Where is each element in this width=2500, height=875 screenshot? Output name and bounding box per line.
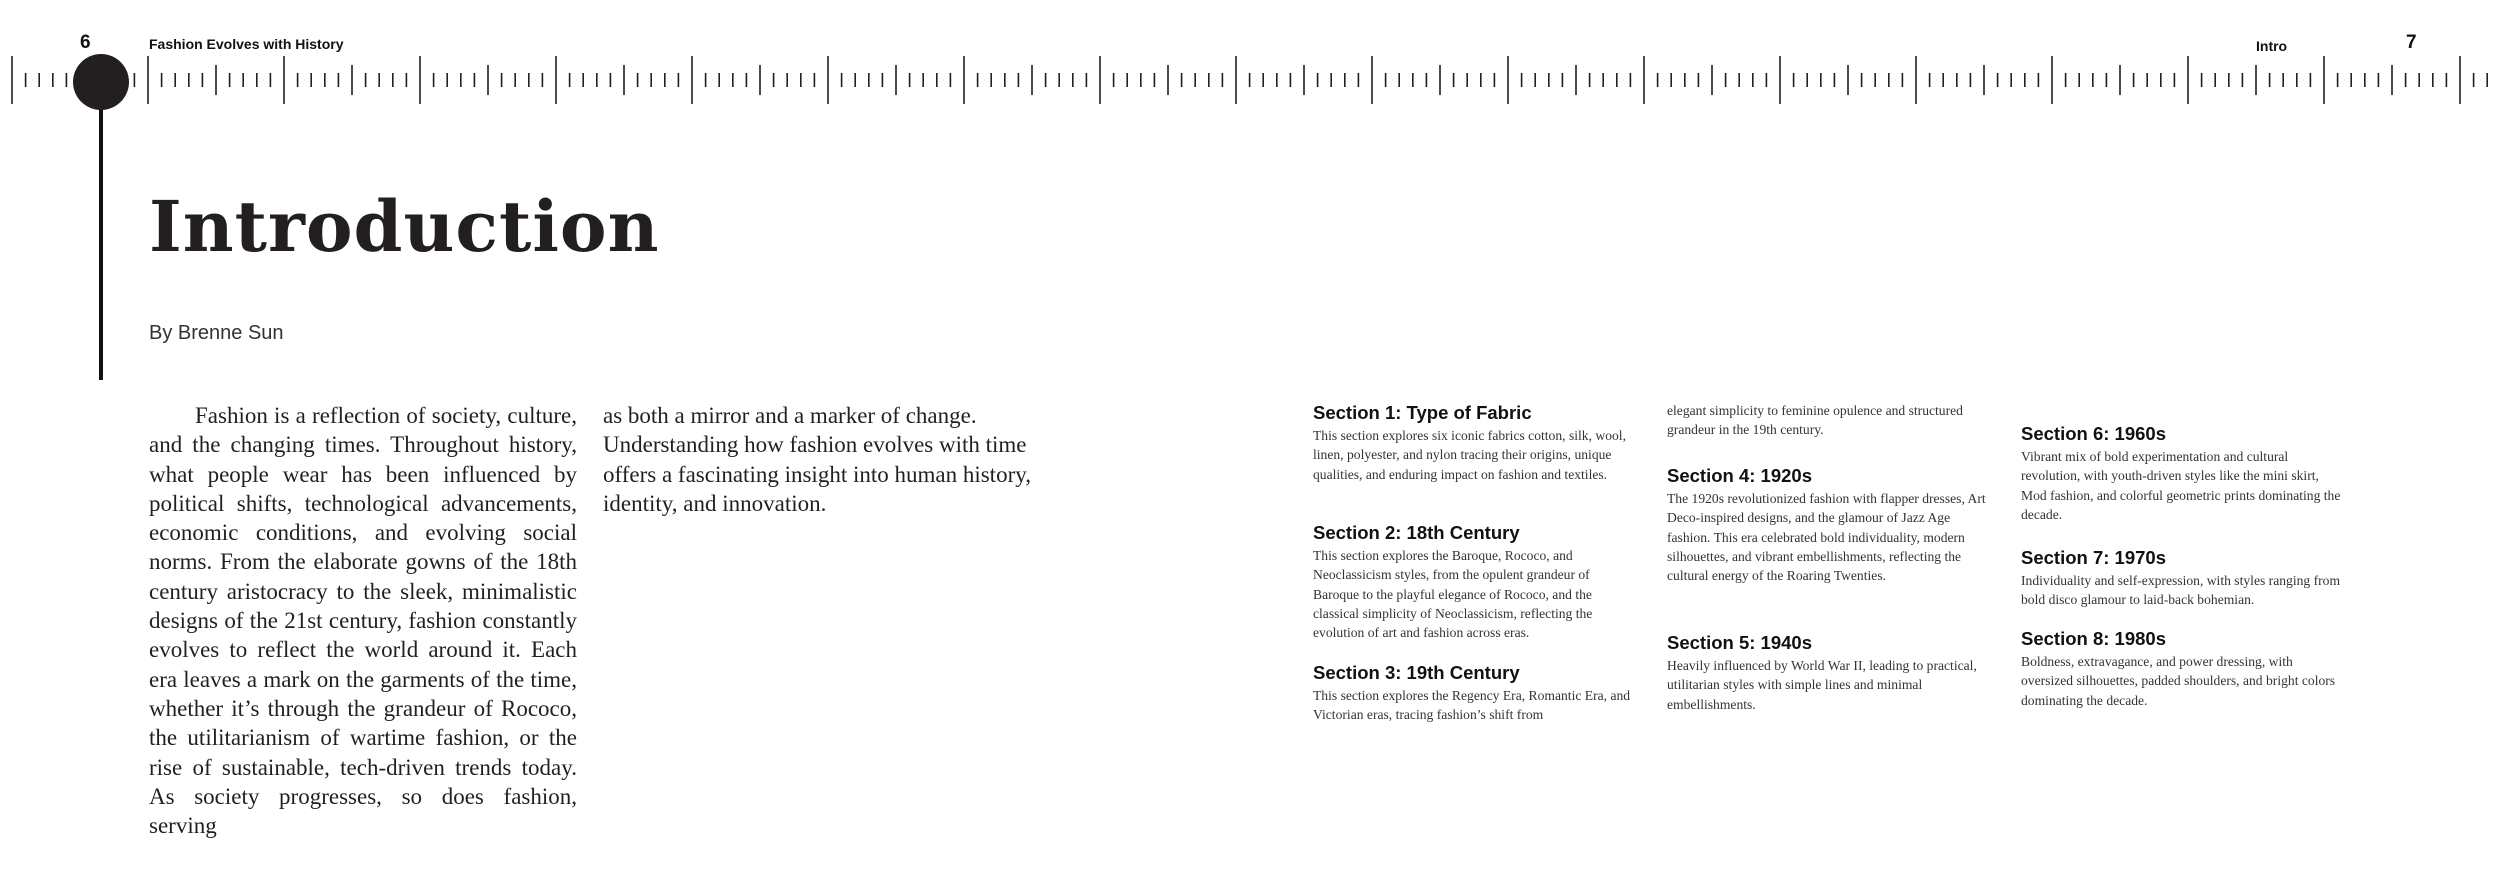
section-description: Individuality and self-expression, with styles ranging from bold disco glamour to laid-back bohemian. [2021,573,2341,608]
section-3-continued: elegant simplicity to feminine opulence and structured grandeur in the 19th century. [1667,403,1963,438]
section-description: Heavily influenced by World War II, leading to practical, utilitarian styles with simple lines and minimal embellishments. [1667,658,1977,712]
section-description: This section explores the Baroque, Rococo, and Neoclassicism styles, from the opulent grandeur of Baroque to the playful elegance of Rococo, and the classical simplicity of Neoclassicism, reflecting the evolution of art and fashion across eras. [1313,548,1593,641]
page-number-right: 7 [2406,32,2417,53]
timeline-marker-dot [73,54,129,110]
section-2 [1313,522,1638,642]
section-description: This section explores six iconic fabrics cotton, silk, wool, linen, polyester, and nylon tracing their origins, unique qualities, and enduring impact on fashion and textiles. [1313,428,1626,482]
body-column-2: as both a mirror and a marker of change. Understanding how fashion evolves with time offers a fascinating insight into human history, identity, and innovation. [603,403,1031,516]
section-3 [1313,662,1638,725]
section-description: The 1920s revolutionized fashion with flapper dresses, Art Deco-inspired designs, and the glamour of Jazz Age fashion. This era celebrated bold individuality, modern silhouettes, and vibrant embellishments, reflecting the cultural energy of the Roaring Twenties. [1667,491,1986,584]
running-title: Fashion Evolves with History [149,36,344,52]
body-column-1: Fashion is a reflection of society, culture, and the changing times. Throughout history, what people wear has been influenced by political shifts, technological advancements, economic conditions, and evolving social norms. From the elaborate gowns of the 18th century aristocracy to the sleek, minimalistic designs of the 21st century, fashion constantly evolves to reflect the world around it. Each era leaves a mark on the garments of the time, whether it’s through the grandeur of Rococo, the utilitarianism of wartime fashion, or the rise of sustainable, tech-driven trends today. As society progresses, so does fashion, serving [149,403,577,839]
section-title: Section 3: 19th Century [1313,662,1520,683]
section-title: Section 6: 1960s [2021,423,2166,444]
section-description: Boldness, extravagance, and power dressing, with oversized silhouettes, padded shoulders, and bright colors dominating the decade. [2021,654,2336,708]
running-section: Intro [2256,38,2288,54]
section-description: Vibrant mix of bold experimentation and cultural revolution, with youth-driven styles like the mini skirt, Mod fashion, and colorful geometric prints dominating the decade. [2021,449,2341,522]
section-title: Section 5: 1940s [1667,632,1812,653]
section-7 [2021,547,2346,610]
timeline-marker-line [99,84,103,380]
section-5 [1667,632,1992,714]
page-number-left: 6 [80,32,91,53]
section-description: This section explores the Regency Era, Romantic Era, and Victorian eras, tracing fashion’s shift from [1313,688,1631,723]
byline: By Brenne Sun [149,322,284,344]
section-title: Section 8: 1980s [2021,628,2166,649]
section-title: Section 4: 1920s [1667,465,1812,486]
section-title: Section 7: 1970s [2021,547,2166,568]
section-1 [1313,402,1638,484]
section-title: Section 2: 18th Century [1313,522,1520,543]
section-6 [2021,423,2346,524]
section-title: Section 1: Type of Fabric [1313,402,1532,423]
section-8 [2021,628,2346,710]
ruler-decoration [0,54,2500,106]
page-title: Introduction [149,185,660,268]
section-4 [1667,465,1992,585]
